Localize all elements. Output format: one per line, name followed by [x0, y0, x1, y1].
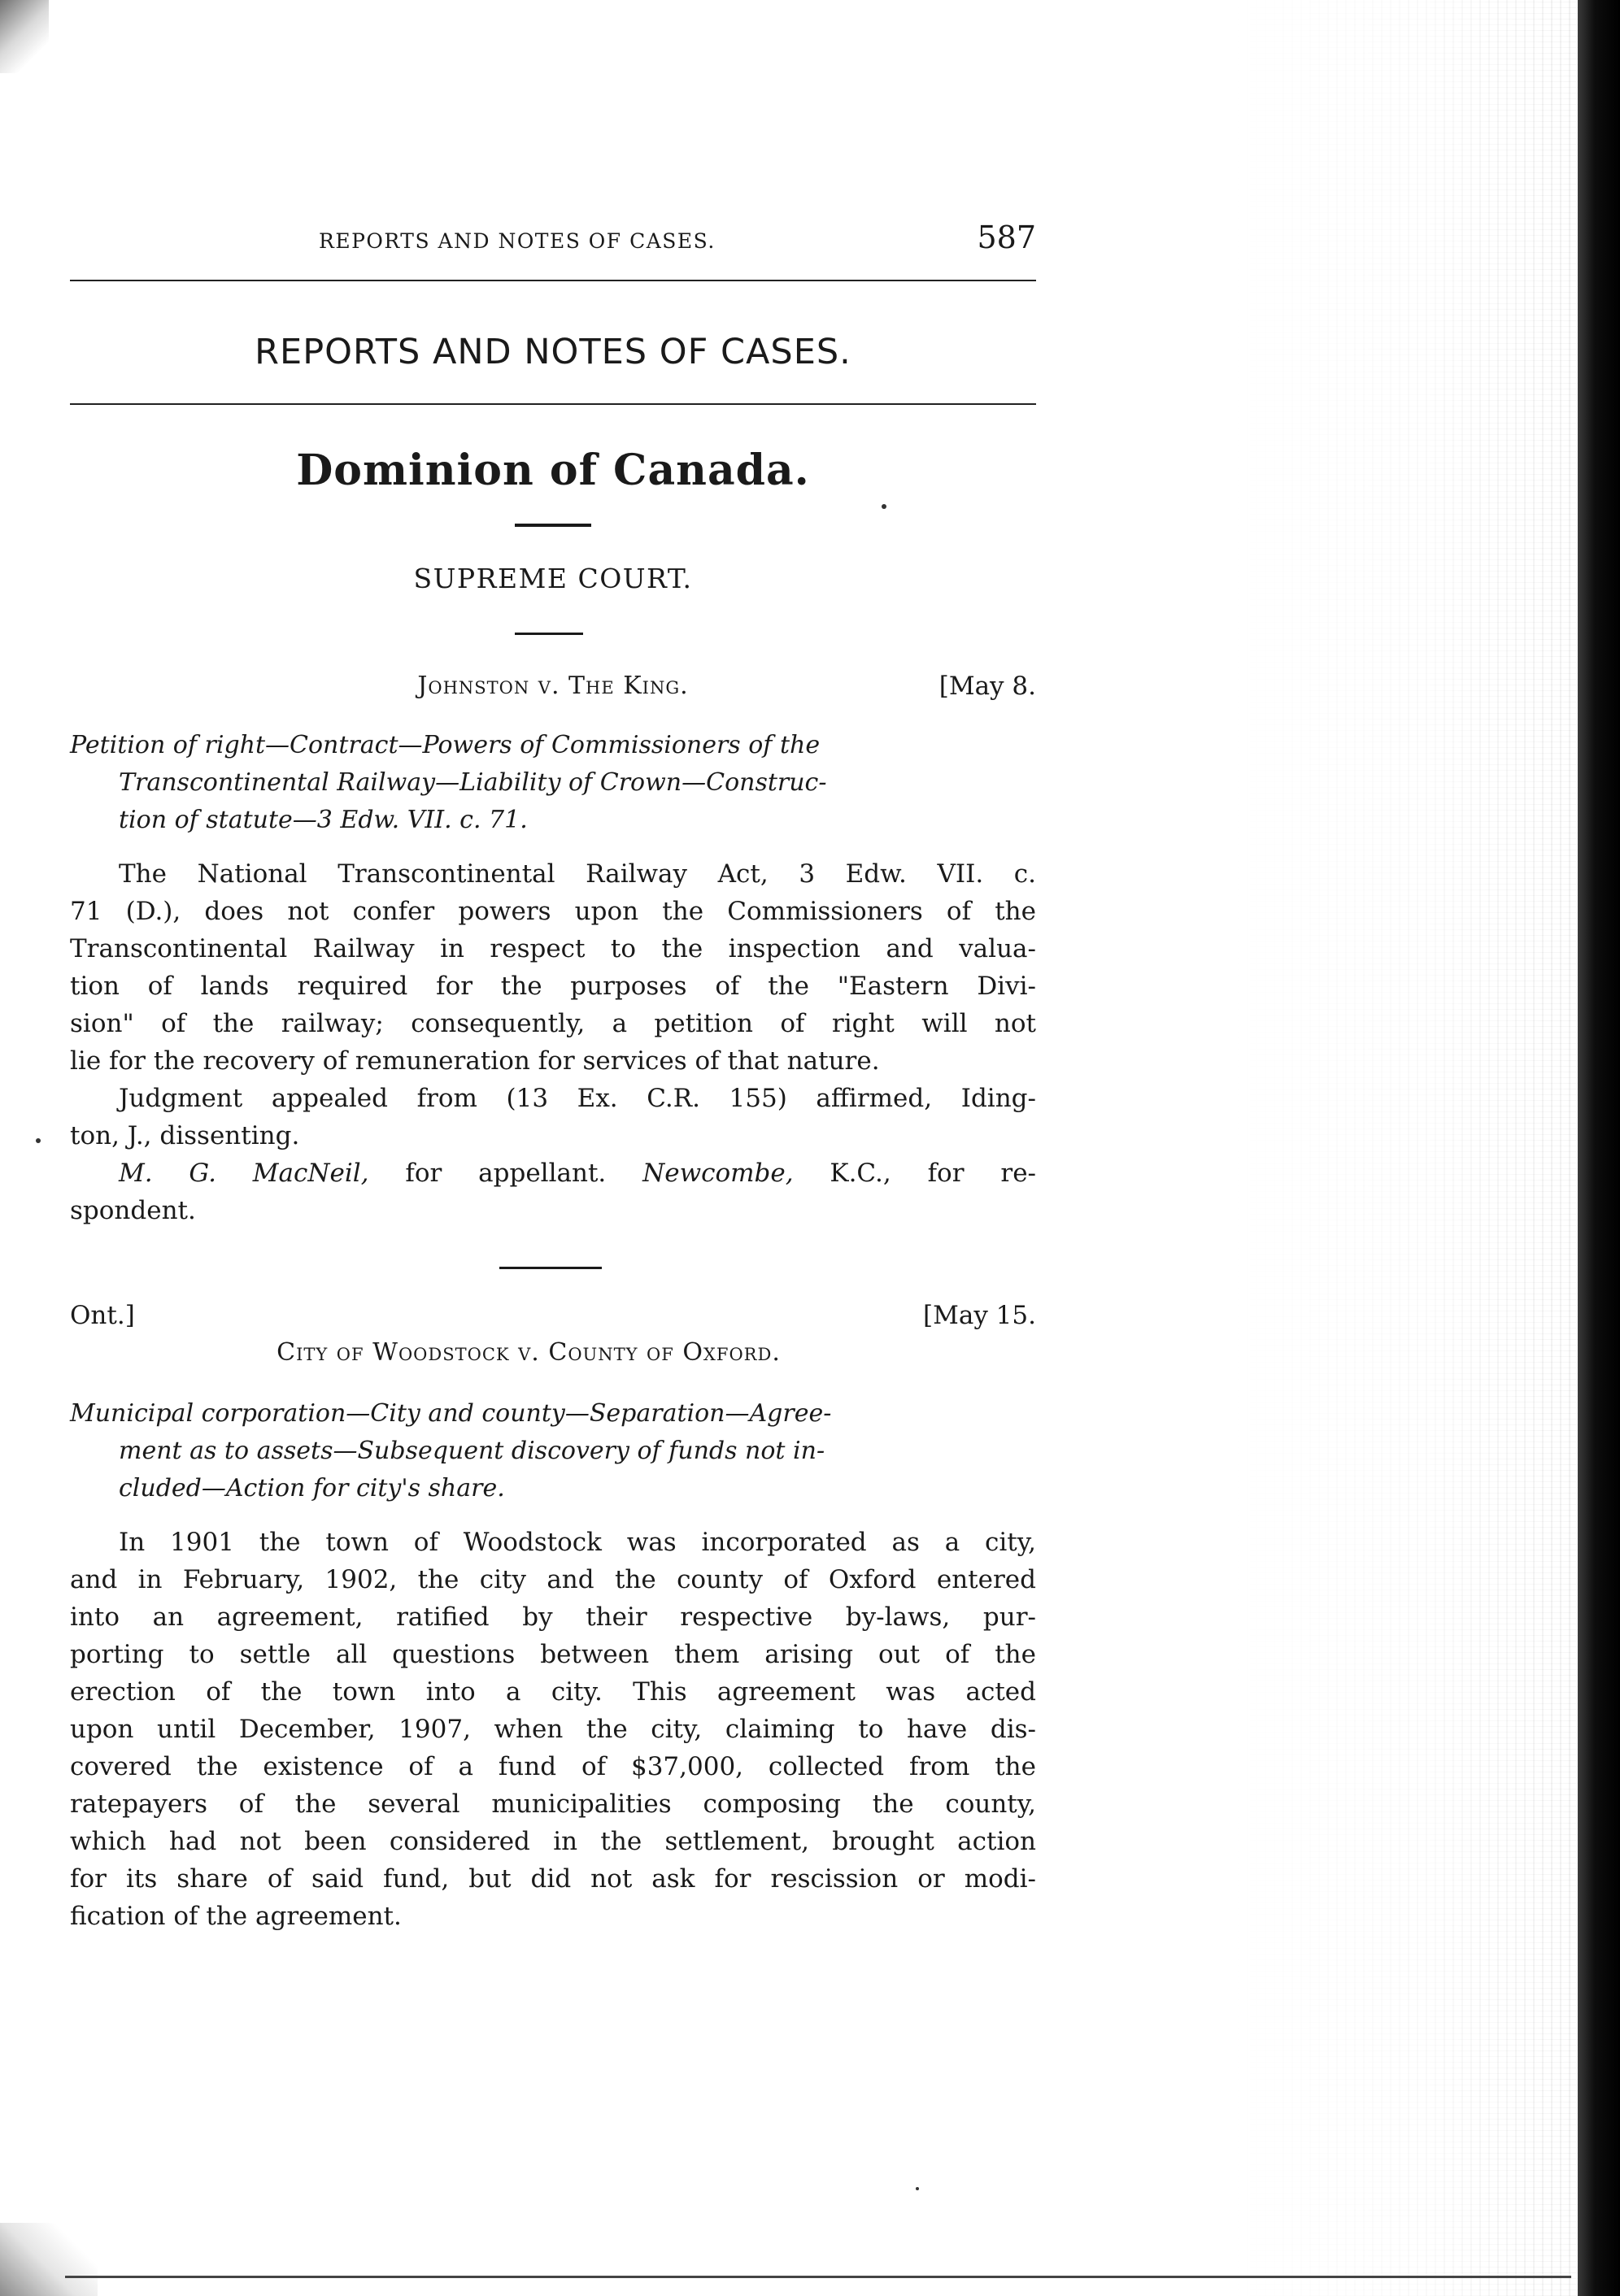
scan-speck	[916, 2187, 919, 2190]
scan-corner-shadow-bottom	[0, 2223, 98, 2296]
court-dash	[515, 633, 583, 635]
case-1-summary	[70, 855, 1036, 1229]
headnote-line: Transcontinental Railway—Liability of Crown—Construc-	[119, 768, 827, 797]
judgment-line: ton, J., dissenting.	[70, 1121, 300, 1150]
body-line: covered the existence of a fund of $37,000, collected from the	[70, 1752, 1036, 1781]
headnote-line: Municipal corporation—City and county—Separation—Agree-	[70, 1399, 832, 1428]
case-2-name: City of Woodstock v. County of Oxford.	[277, 1338, 781, 1367]
running-title: REPORTS AND NOTES OF CASES.	[319, 229, 716, 253]
counsel-line	[70, 1155, 1036, 1192]
scan-corner-shadow-top	[0, 0, 49, 73]
header-rule	[70, 280, 1036, 281]
body-line: sion" of the railway; consequently, a petition of right will not	[70, 1009, 1036, 1038]
counsel-line: spondent.	[70, 1196, 196, 1225]
headnote-line: ment as to assets—Subsequent discovery of funds not in-	[119, 1437, 825, 1465]
respondent-counsel: Newcombe,	[642, 1159, 794, 1188]
case-2-heading-top	[70, 1301, 1036, 1337]
section-rule	[70, 403, 1036, 405]
page-number: 587	[977, 220, 1036, 255]
headnote-line: cluded—Action for city's share.	[119, 1474, 505, 1502]
jurisdiction-heading: Dominion of Canada.	[296, 446, 810, 495]
jurisdiction-dash	[515, 524, 591, 527]
scan-page-edge	[1578, 0, 1620, 2296]
body-line: which had not been considered in the settlement, brought action	[70, 1827, 1036, 1856]
body-line: Transcontinental Railway in respect to the inspection and valua-	[70, 934, 1036, 963]
body-line: fication of the agreement.	[70, 1902, 402, 1931]
court-heading: SUPREME COURT.	[413, 563, 693, 594]
body-line: erection of the town into a city. This agreement was acted	[70, 1677, 1036, 1707]
respondent-role: K.C., for re-	[830, 1159, 1037, 1188]
case-2-date: [May 15.	[923, 1301, 1036, 1330]
case-1-date: [May 8.	[938, 672, 1036, 701]
appellant-role: for appellant.	[405, 1159, 607, 1188]
body-line: ratepayers of the several municipalities composing the county,	[70, 1789, 1036, 1819]
case-2-heading	[70, 1338, 1036, 1374]
scan-bottom-edge	[65, 2276, 1571, 2278]
body-line: porting to settle all questions between them arising out of the	[70, 1640, 1036, 1669]
headnote-line: tion of statute—3 Edw. VII. c. 71.	[119, 806, 528, 834]
body-line: into an agreement, ratified by their respective by-laws, pur-	[70, 1602, 1036, 1632]
running-header	[70, 220, 1036, 260]
case-separator	[499, 1267, 602, 1269]
scan-page-gutter	[1220, 0, 1578, 2296]
body-line: In 1901 the town of Woodstock was incorporated as a city,	[119, 1528, 1036, 1557]
scan-speck	[36, 1138, 41, 1143]
body-line: and in February, 1902, the city and the county of Oxford entered	[70, 1565, 1036, 1594]
case-1-headnote	[70, 727, 1036, 839]
body-line: for its share of said fund, but did not ask for rescission or modi-	[70, 1864, 1036, 1894]
body-line: lie for the recovery of remuneration for services of that nature.	[70, 1046, 880, 1076]
case-2-province: Ont.]	[70, 1301, 135, 1330]
section-title: REPORTS AND NOTES OF CASES.	[255, 332, 851, 372]
body-line: tion of lands required for the purposes of the "Eastern Divi-	[70, 972, 1036, 1001]
case-1-heading	[70, 672, 1036, 707]
judgment-line: Judgment appealed from (13 Ex. C.R. 155) affirmed, Iding-	[119, 1084, 1036, 1113]
appellant-counsel: M. G. MacNeil,	[119, 1159, 369, 1188]
body-line: 71 (D.), does not confer powers upon the Commissioners of the	[70, 897, 1036, 926]
body-line: The National Transcontinental Railway Act, 3 Edw. VII. c.	[119, 859, 1036, 889]
case-1-name: Johnston v. The King.	[417, 672, 689, 700]
headnote-line: Petition of right—Contract—Powers of Commissioners of the	[70, 731, 821, 759]
scan-speck	[882, 504, 886, 509]
case-2-summary	[70, 1524, 1036, 1935]
body-line: upon until December, 1907, when the city, claiming to have dis-	[70, 1715, 1036, 1744]
case-2-headnote	[70, 1395, 1036, 1507]
